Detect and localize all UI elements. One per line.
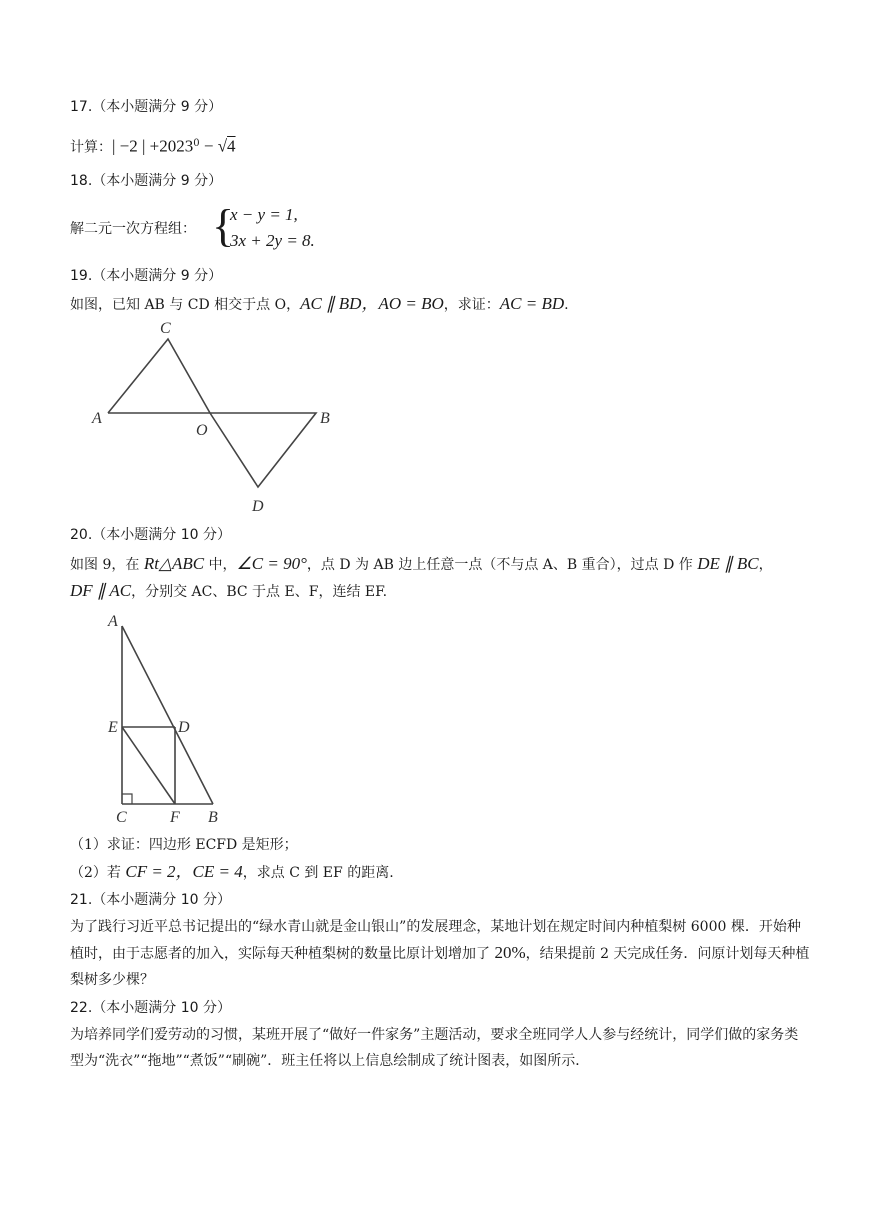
q19-figure — [80, 315, 350, 520]
q21-text-b: ，结果提前 2 天完成任务．问原计划每天种植梨树多少棵？ — [70, 946, 810, 988]
q20-label-c: C — [116, 809, 127, 822]
q17-sqrt-sign: √ — [217, 136, 228, 156]
q19-triangle-aoc — [108, 339, 210, 413]
q19-label-o: O — [196, 422, 208, 439]
q19-statement — [70, 294, 569, 315]
q20-part2-text-a: （2）若 — [70, 865, 126, 881]
q20-line2-text: ，分别交 AC、BC 于点 E、F，连结 EF. — [131, 584, 388, 600]
q17-expr-part-a: | −2 | +2023 — [112, 136, 194, 156]
q19-label-a: A — [92, 410, 102, 427]
q19-label-d: D — [252, 498, 264, 515]
q20-label-e: E — [108, 719, 118, 736]
q20-label-d: D — [178, 719, 190, 736]
right-angle-icon — [122, 794, 132, 804]
q17-radicand: 4 — [227, 136, 236, 156]
q19-text-c: . — [564, 297, 569, 313]
q21-text-a: 为了践行习近平总书记提出的“绿水青山就是金山银山”的发展理念，某地计划在规定时间内种植梨树 6000 棵．开始种植时，由于志愿者的加入，实际每天种植梨树的数量比原计划增加了 — [70, 919, 801, 962]
q20-de-parallel: DE ∥ BC — [697, 554, 759, 573]
q20-statement-line-2 — [70, 581, 387, 602]
q20-line1-text-b: 中， — [204, 557, 237, 573]
q20-part2-condition: CF = 2，CE = 4 — [125, 862, 243, 881]
q18-prefix: 解二元一次方程组： — [70, 221, 196, 237]
q17-heading: 17.（本小题满分 9 分） — [70, 99, 223, 115]
q19-condition: AC ∥ BD，AO = BO — [300, 294, 444, 313]
q20-df-parallel: DF ∥ AC — [70, 581, 132, 600]
q20-triangle-name: Rt△ABC — [143, 554, 205, 573]
q20-label-b: B — [208, 809, 218, 822]
q20-figure — [100, 612, 230, 822]
q17-prefix: 计算： — [70, 139, 112, 156]
q19-label-b: B — [320, 410, 330, 427]
q18-equations — [230, 202, 315, 254]
q20-line1-text-a: 如图 9，在 — [70, 557, 144, 573]
q21-heading: 21.（本小题满分 10 分） — [70, 892, 231, 908]
q20-statement-line-1 — [70, 554, 773, 575]
q22-statement: 为培养同学们爱劳动的习惯，某班开展了“做好一件家务”主题活动，要求全班同学人人参与经统计，同学们做的家务类型为“洗衣”“拖地”“煮饭”“刷碗”．班主任将以上信息绘制成了统计图表，如图所示． — [70, 1027, 799, 1069]
q20-segment-ab — [122, 626, 213, 804]
q19-text-a: 如图，已知 AB 与 CD 相交于点 O， — [70, 297, 301, 313]
q20-label-f: F — [170, 809, 180, 822]
q17-expr-part-b: − — [199, 136, 218, 156]
q21-statement — [70, 914, 810, 993]
q21-percentage: 20% — [494, 943, 526, 962]
q20-right-angle: ∠C = 90° — [236, 554, 307, 573]
q19-text-b: ，求证： — [443, 297, 500, 313]
q20-line1-text-c: ，点 D 为 AB 边上任意一点（不与点 A、B 重合），过点 D 作 — [306, 557, 698, 573]
q20-label-a: A — [108, 613, 118, 630]
q20-heading: 20.（本小题满分 10 分） — [70, 527, 231, 543]
q20-part-2 — [70, 862, 394, 883]
q19-label-c: C — [160, 320, 171, 337]
q20-part-1: （1）求证：四边形 ECFD 是矩形； — [70, 837, 298, 853]
q19-heading: 19.（本小题满分 9 分） — [70, 268, 223, 284]
q19-goal: AC = BD — [499, 294, 565, 313]
q20-segment-ef — [122, 727, 175, 804]
q17-exponent: 0 — [193, 138, 200, 149]
q18-heading: 18.（本小题满分 9 分） — [70, 173, 223, 189]
left-brace-icon: { — [212, 200, 235, 251]
q22-heading: 22.（本小题满分 10 分） — [70, 1000, 231, 1016]
q20-line1-text-d: ， — [758, 557, 773, 573]
q18-equation-1: x − y = 1, — [230, 205, 298, 224]
q20-part2-text-b: ，求点 C 到 EF 的距离. — [242, 865, 394, 881]
q18-equation-2: 3x + 2y = 8. — [230, 231, 315, 250]
q19-triangle-bod — [210, 413, 316, 487]
q17-expression — [70, 134, 236, 158]
